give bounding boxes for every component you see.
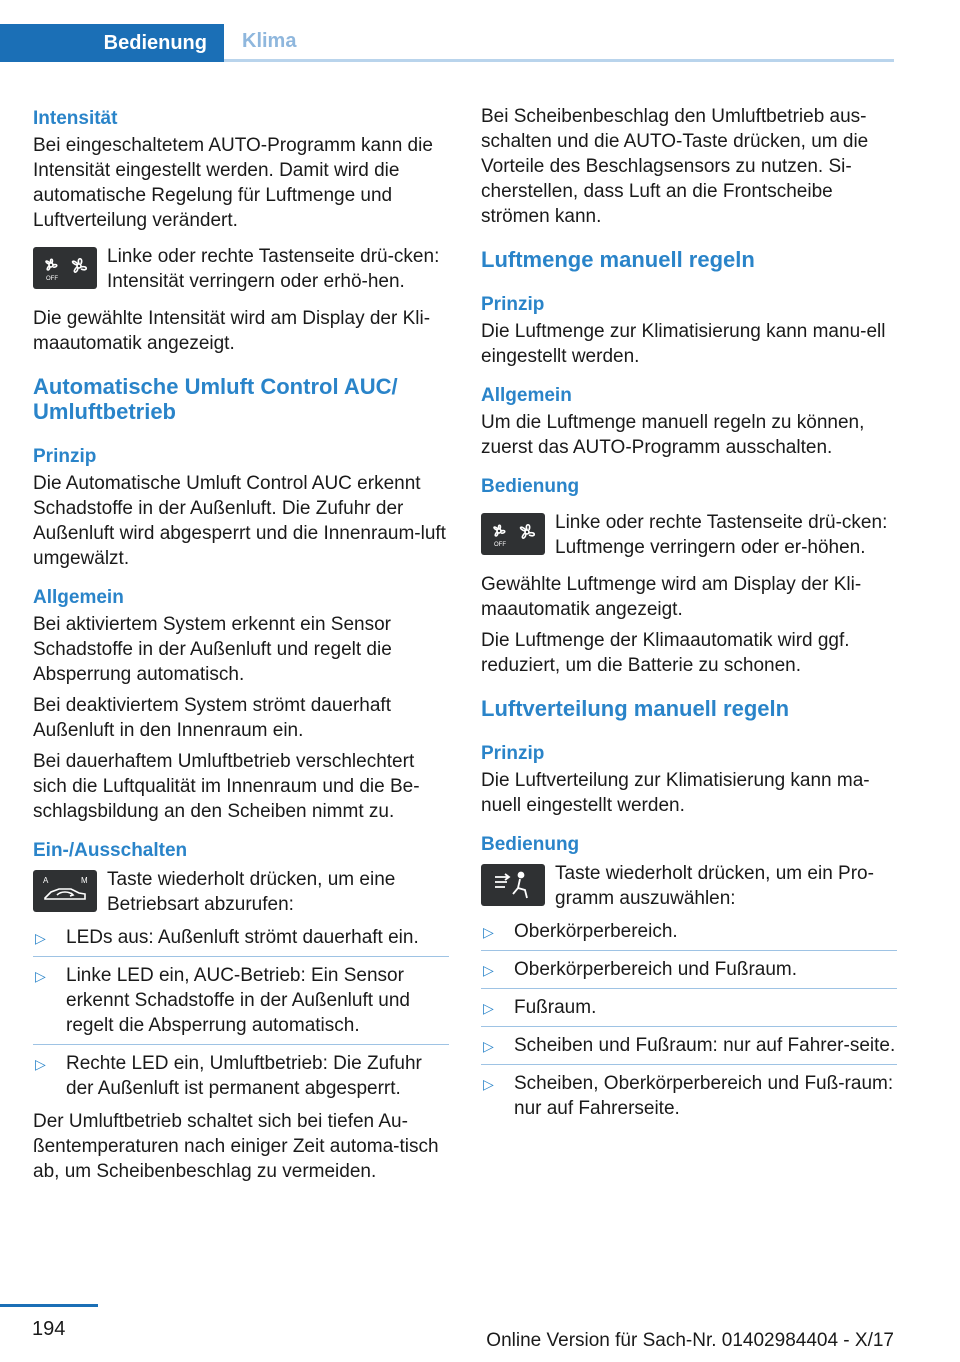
online-version-note: Online Version für Sach-Nr. 01402984404 - X/17: [486, 1330, 894, 1351]
triangle-bullet-icon: ▷: [483, 1038, 494, 1054]
footer-divider: [0, 1304, 98, 1307]
fan-off-label: OFF: [46, 276, 58, 282]
paragraph: Bei deaktiviertem System strömt dauerhaft Außenluft in den Innenraum ein.: [33, 695, 391, 741]
paragraph: Die Luftmenge der Klimaautomatik wird ggf. reduziert, um die Batterie zu schonen.: [481, 630, 850, 676]
heading-bedienung: Bedienung: [481, 834, 580, 855]
tab-bedienung[interactable]: Bedienung: [0, 24, 224, 62]
list-item: ▷ Rechte LED ein, Umluftbetrieb: Die Zufuhr der Außenluft ist permanent abgesperrt.: [35, 1053, 422, 1099]
icon-instruction: [481, 861, 897, 913]
paragraph: Bei Scheibenbeschlag den Umluftbetrieb aus-schalten und die AUTO-Taste drücken, um die Vorteile des Beschlagsensors zu nutzen. Si-cherstellen, dass Luft an die Frontscheibe strömen kann.: [481, 106, 869, 227]
icon-instruction: [33, 867, 449, 919]
tab-klima[interactable]: Klima: [224, 24, 894, 62]
paragraph: Bei dauerhaftem Umluftbetrieb verschlechtert sich die Luftqualität im Innenraum und die Be-schlagsbildung an den Scheiben nimmt zu.: [33, 751, 420, 822]
triangle-bullet-icon: ▷: [35, 1056, 46, 1072]
list-item: ▷ Scheiben, Oberkörperbereich und Fuß-raum: nur auf Fahrerseite.: [483, 1073, 894, 1119]
heading-ein-ausschalten: Ein-/Ausschalten: [33, 840, 188, 861]
heading-allgemein: Allgemein: [33, 587, 124, 608]
heading-bedienung: Bedienung: [481, 476, 580, 497]
paragraph: Die gewählte Intensität wird am Display der Kli-maautomatik angezeigt.: [33, 308, 431, 354]
triangle-bullet-icon: ▷: [483, 962, 494, 978]
list-item: ▷ Oberkörperbereich und Fußraum.: [481, 951, 897, 989]
heading-auc: Automatische Umluft Control AUC/ Umluftbetrieb: [33, 374, 398, 424]
triangle-bullet-icon: ▷: [483, 1000, 494, 1016]
list-item: ▷ Scheiben und Fußraum: nur auf Fahrer-seite.: [481, 1027, 897, 1065]
paragraph: Um die Luftmenge manuell regeln zu können, zuerst das AUTO-Programm ausschalten.: [481, 412, 865, 458]
fan-off-label: OFF: [494, 542, 506, 548]
heading-allgemein: Allgemein: [481, 385, 572, 406]
icon-instruction-text: Taste wiederholt drücken, um eine Betriebsart abzurufen:: [107, 869, 396, 915]
paragraph: Die Automatische Umluft Control AUC erkennt Schadstoffe in der Außenluft. Die Zufuhr der Außenluft wird abgesperrt und die Innenraum-luft umgewälzt.: [33, 473, 446, 569]
paragraph: Die Luftmenge zur Klimatisierung kann manu-ell eingestellt werden.: [481, 321, 886, 367]
recirculation-button-icon: [33, 870, 97, 912]
paragraph: Die Luftverteilung zur Klimatisierung kann ma-nuell eingestellt werden.: [481, 770, 870, 816]
right-column: [481, 100, 897, 1127]
triangle-bullet-icon: ▷: [483, 1076, 494, 1092]
paragraph: Der Umluftbetrieb schaltet sich bei tiefen Au-ßentemperaturen nach einiger Zeit automa-tisch ab, um Scheibenbeschlag zu vermeiden.: [33, 1111, 439, 1182]
list-item: ▷ Fußraum.: [481, 989, 897, 1027]
paragraph: Gewählte Luftmenge wird am Display der Kli-maautomatik angezeigt.: [481, 574, 862, 620]
list: [33, 919, 449, 1107]
icon-instruction: [33, 244, 449, 296]
triangle-bullet-icon: ▷: [35, 968, 46, 984]
triangle-bullet-icon: ▷: [35, 930, 46, 946]
page-header: [0, 0, 960, 62]
icon-instruction: [481, 510, 897, 562]
list-item: ▷ Linke LED ein, AUC-Betrieb: Ein Sensor erkennt Schadstoffe in der Außenluft und regelt die Absperrung automatisch.: [33, 957, 449, 1045]
list-item: ▷ LEDs aus: Außenluft strömt dauerhaft ein.: [33, 919, 449, 957]
fan-button-icon: [33, 247, 97, 289]
heading-prinzip: Prinzip: [481, 294, 545, 315]
list-item: ▷ Oberkörperbereich.: [481, 913, 897, 951]
heading-luftverteilung: Luftverteilung manuell regeln: [481, 696, 790, 721]
heading-prinzip: Prinzip: [481, 743, 545, 764]
page-number: 194: [32, 1318, 66, 1340]
icon-instruction-text: Taste wiederholt drücken, um ein Pro-gramm auszuwählen:: [555, 863, 874, 909]
left-column: [33, 100, 449, 1184]
auc-m-label: M: [81, 876, 88, 885]
paragraph: Bei aktiviertem System erkennt ein Sensor Schadstoffe in der Außenluft und regelt die Absperrung automatisch.: [33, 614, 392, 685]
heading-luftmenge: Luftmenge manuell regeln: [481, 247, 755, 272]
icon-instruction-text: Linke oder rechte Tastenseite drü-cken: Intensität verringern oder erhö-hen.: [107, 246, 440, 292]
heading-prinzip: Prinzip: [33, 446, 97, 467]
list: [481, 913, 897, 1127]
heading-intensitaet: Intensität: [33, 108, 118, 129]
triangle-bullet-icon: ▷: [483, 924, 494, 940]
auc-a-label: A: [43, 876, 49, 885]
icon-instruction-text: Linke oder rechte Tastenseite drü-cken: Luftmenge verringern oder er-höhen.: [555, 512, 888, 558]
fan-button-icon: [481, 513, 545, 555]
paragraph: Bei eingeschaltetem AUTO-Programm kann die Intensität eingestellt werden. Damit wird die automatische Regelung für Luftmenge und Luftverteilung verändert.: [33, 135, 433, 231]
air-distribution-button-icon: [481, 864, 545, 906]
